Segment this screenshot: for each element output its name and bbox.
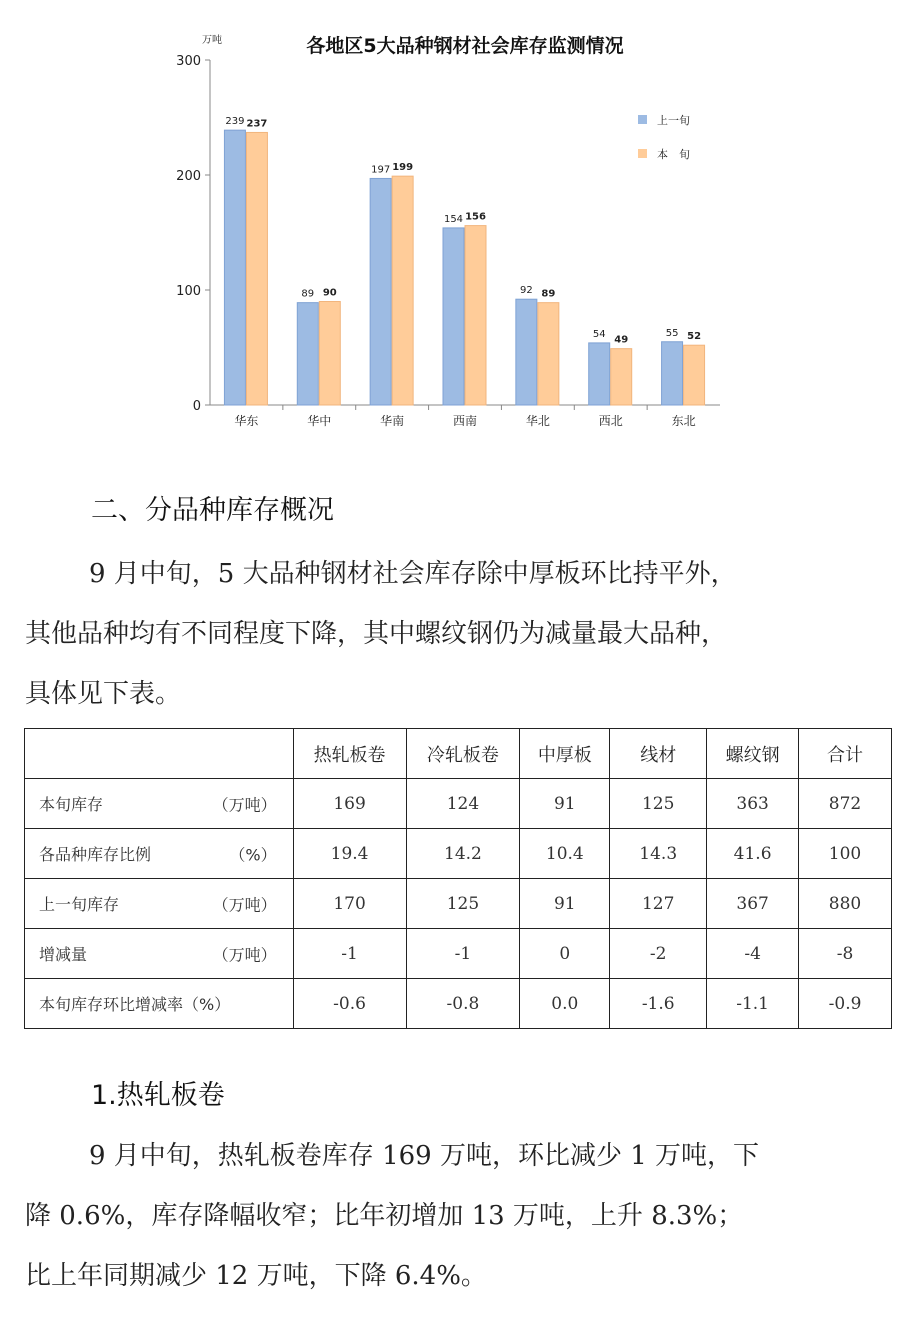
bar-value-label: 49 (614, 334, 629, 346)
paragraph-line: 具体见下表。 (25, 679, 182, 709)
bar-value-label: 197 (371, 164, 391, 176)
row-label-text: 增减量 (39, 945, 88, 964)
table-cell: 125 (610, 779, 707, 829)
row-unit: （%） (229, 845, 277, 864)
row-unit: （万吨） (212, 945, 277, 964)
legend-swatch (638, 115, 647, 124)
bar-current (319, 302, 340, 406)
bar-value-label: 239 (225, 116, 245, 128)
table-cell: -1 (293, 929, 406, 979)
row-unit: （万吨） (212, 895, 277, 914)
table-header-cell: 线材 (610, 729, 707, 779)
bar-value-label: 156 (465, 211, 486, 223)
table-header-cell: 中厚板 (520, 729, 610, 779)
section-heading-varieties: 二、分品种库存概况 (91, 495, 334, 526)
bar-value-label: 54 (592, 328, 606, 340)
bar-value-label: 89 (301, 288, 315, 300)
y-tick-label: 200 (176, 169, 201, 184)
table-cell: 367 (707, 879, 799, 929)
table-cell: 170 (293, 879, 406, 929)
y-tick-label: 100 (176, 284, 201, 299)
chart-legend (638, 113, 690, 161)
row-label (25, 979, 294, 1029)
bar-previous (589, 343, 610, 405)
bar-value-label: 199 (392, 162, 414, 174)
table-header-cell (25, 729, 294, 779)
table-cell: -0.9 (799, 979, 892, 1029)
section-paragraph-hot-rolled (25, 1126, 875, 1306)
table-cell: -0.8 (406, 979, 520, 1029)
bar-previous (224, 130, 245, 405)
row-label-text: 本旬库存环比增减率（%） (39, 995, 231, 1014)
bar-current (246, 132, 267, 405)
bar-value-label: 52 (687, 331, 702, 343)
paragraph-line: 9 月中旬，5 大品种钢材社会库存除中厚板环比持平外， (89, 559, 737, 589)
table-cell: 0.0 (520, 979, 610, 1029)
table-header-cell: 热轧板卷 (293, 729, 406, 779)
x-tick-label: 华北 (525, 414, 550, 428)
row-label (25, 879, 294, 929)
table-cell: 169 (293, 779, 406, 829)
bar-value-label: 92 (519, 285, 533, 297)
row-label-text: 上一旬库存 (39, 895, 120, 914)
bar-current (684, 345, 705, 405)
table-row (25, 779, 892, 829)
table-cell: 872 (799, 779, 892, 829)
x-tick-label: 西南 (452, 414, 478, 428)
table-header-cell: 螺纹钢 (707, 729, 799, 779)
regional-inventory-chart (0, 0, 900, 440)
bar-current (611, 349, 632, 405)
bar-value-label: 55 (665, 327, 679, 339)
bar-value-label: 237 (246, 118, 268, 130)
row-label (25, 779, 294, 829)
table-cell: -1.6 (610, 979, 707, 1029)
variety-inventory-table (24, 728, 892, 1029)
table-row (25, 979, 892, 1029)
bar-current (392, 176, 413, 405)
table-cell: 880 (799, 879, 892, 929)
table-cell: 363 (707, 779, 799, 829)
table-cell: 127 (610, 879, 707, 929)
bar-current (538, 303, 559, 405)
x-tick-label: 华南 (380, 414, 405, 428)
table-cell: 91 (520, 879, 610, 929)
y-axis-unit-label: 万吨 (202, 35, 222, 46)
table-header-cell: 冷轧板卷 (406, 729, 520, 779)
table-cell: 125 (406, 879, 520, 929)
row-label (25, 829, 294, 879)
table-cell: -1 (406, 929, 520, 979)
row-label-text: 各品种库存比例 (39, 845, 152, 864)
paragraph-line: 比上年同期减少 12 万吨，下降 6.4%。 (25, 1261, 487, 1291)
legend-label: 上一旬 (657, 114, 690, 127)
paragraph-line: 9 月中旬，热轧板卷库存 169 万吨，环比减少 1 万吨，下 (89, 1141, 760, 1171)
legend-label: 本 旬 (657, 148, 690, 161)
table-cell: -8 (799, 929, 892, 979)
table-cell: -2 (610, 929, 707, 979)
bar-previous (516, 299, 537, 405)
table-cell: 91 (520, 779, 610, 829)
bar-value-label: 90 (322, 287, 337, 299)
row-label (25, 929, 294, 979)
table-cell: 0 (520, 929, 610, 979)
table-cell: 100 (799, 829, 892, 879)
legend-swatch (638, 149, 647, 158)
table-header-row (25, 729, 892, 779)
section-paragraph-varieties (25, 544, 875, 724)
table-cell: -0.6 (293, 979, 406, 1029)
table-cell: -4 (707, 929, 799, 979)
x-tick-label: 华东 (234, 414, 259, 428)
chart-bars (224, 116, 704, 405)
table-cell: 10.4 (520, 829, 610, 879)
bar-value-label: 89 (541, 288, 556, 300)
x-tick-label: 西北 (598, 414, 623, 428)
y-tick-label: 0 (192, 399, 201, 414)
paragraph-line: 降 0.6%，库存降幅收窄；比年初增加 13 万吨，上升 8.3%； (25, 1201, 744, 1231)
table-cell: -1.1 (707, 979, 799, 1029)
bar-value-label: 154 (443, 213, 464, 225)
table-cell: 14.2 (406, 829, 520, 879)
bar-current (465, 226, 486, 405)
table-row (25, 879, 892, 929)
table-row (25, 929, 892, 979)
bar-previous (443, 228, 464, 405)
y-tick-label: 300 (176, 54, 201, 69)
row-label-text: 本旬库存 (39, 795, 104, 814)
x-tick-label: 华中 (307, 414, 332, 428)
table-cell: 14.3 (610, 829, 707, 879)
table-row (25, 829, 892, 879)
chart-title: 各地区5大品种钢材社会库存监测情况 (306, 35, 624, 57)
bar-previous (370, 178, 391, 405)
section-heading-hot-rolled: 1.热轧板卷 (91, 1080, 225, 1111)
bar-previous (662, 342, 683, 405)
bar-previous (297, 303, 318, 405)
paragraph-line: 其他品种均有不同程度下降，其中螺纹钢仍为减量最大品种， (25, 619, 728, 649)
table-header-cell: 合计 (799, 729, 892, 779)
row-unit: （万吨） (212, 795, 277, 814)
x-tick-label: 东北 (671, 414, 696, 428)
table-cell: 19.4 (293, 829, 406, 879)
table-cell: 124 (406, 779, 520, 829)
table-cell: 41.6 (707, 829, 799, 879)
